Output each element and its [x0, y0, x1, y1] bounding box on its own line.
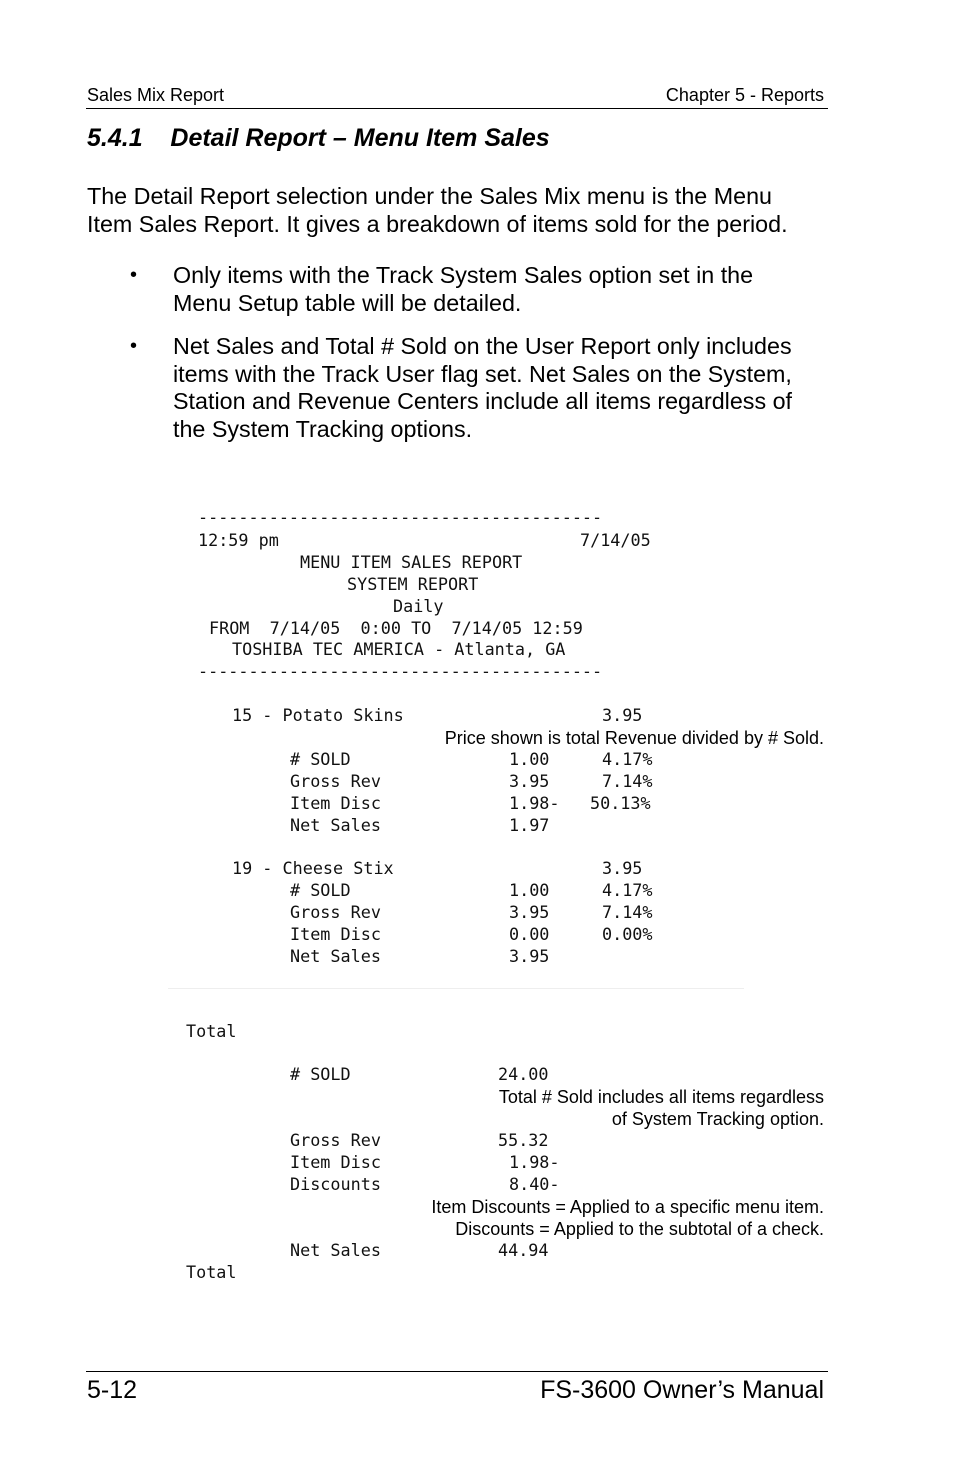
manual-title: FS-3600 Owner’s Manual	[540, 1376, 824, 1404]
row-pct: 0.00%	[602, 924, 653, 944]
bullet-line: Menu Setup table will be detailed.	[173, 289, 522, 316]
report-subtitle: SYSTEM REPORT	[347, 574, 479, 594]
total-row-value: 8.40-	[509, 1174, 560, 1194]
bullet-line: Station and Revenue Centers include all items regardless of	[173, 388, 793, 414]
section-separator	[168, 988, 744, 989]
bullet-icon: •	[130, 335, 138, 357]
item-header: 15 - Potato Skins	[232, 705, 404, 725]
running-header-chapter: Chapter 5 - Reports	[665, 85, 824, 105]
bullet-item	[87, 262, 832, 317]
row-value: 1.00	[509, 880, 550, 900]
item-price: 3.95	[602, 858, 643, 878]
bullet-line: items with the Track User flag set. Net Sales on the System,	[173, 360, 792, 387]
page-number: 5-12	[87, 1376, 138, 1404]
price-note: Price shown is total Revenue divided by # Sold.	[444, 728, 824, 748]
item-price: 3.95	[602, 705, 643, 725]
row-label: Item Disc	[290, 924, 381, 944]
row-label: # SOLD	[290, 880, 351, 900]
row-pct: 50.13%	[590, 793, 651, 813]
row-pct: 4.17%	[602, 880, 653, 900]
total-row-value: 1.98-	[509, 1152, 560, 1172]
total-row-value: 55.32	[498, 1130, 549, 1150]
bullet-icon: •	[130, 264, 138, 286]
total-row-label: # SOLD	[290, 1064, 351, 1084]
report-period: Daily	[393, 596, 444, 616]
row-label: Item Disc	[290, 793, 381, 813]
header-rule	[86, 108, 828, 109]
footer-rule	[86, 1371, 828, 1372]
row-label: Net Sales	[290, 815, 381, 835]
report-time: 12:59 pm	[198, 530, 279, 550]
total-row-value: 44.94	[498, 1240, 549, 1260]
total-label: Total	[186, 1021, 237, 1041]
row-value: 1.00	[509, 749, 550, 769]
row-value: 3.95	[509, 946, 550, 966]
report-date: 7/14/05	[580, 530, 651, 550]
report-title: MENU ITEM SALES REPORT	[300, 552, 523, 572]
report-range: FROM 7/14/05 0:00 TO 7/14/05 12:59	[209, 618, 583, 638]
bullet-line: Net Sales and Total # Sold on the User Report only includes	[173, 333, 792, 359]
row-label: Net Sales	[290, 946, 381, 966]
row-pct: 7.14%	[602, 771, 653, 791]
row-value: 0.00	[509, 924, 550, 944]
sold-note: of System Tracking option.	[611, 1109, 824, 1129]
item-header: 19 - Cheese Stix	[232, 858, 394, 878]
row-value: 3.95	[509, 902, 550, 922]
row-value: 3.95	[509, 771, 550, 791]
report-location: TOSHIBA TEC AMERICA - Atlanta, GA	[232, 639, 566, 659]
bullet-list	[87, 262, 832, 459]
row-pct: 7.14%	[602, 902, 653, 922]
row-label: Gross Rev	[290, 771, 381, 791]
intro-line: Item Sales Report. It gives a breakdown of items sold for the period.	[87, 210, 788, 237]
total-row-label: Gross Rev	[290, 1130, 381, 1150]
total-row-label: Net Sales	[290, 1240, 381, 1260]
total-row-value: 24.00	[498, 1064, 549, 1084]
report-divider: ----------------------------------------	[198, 507, 603, 527]
row-label: # SOLD	[290, 749, 351, 769]
sold-note: Total # Sold includes all items regardless	[498, 1087, 824, 1107]
running-header-section: Sales Mix Report	[87, 85, 225, 105]
total-row-label: Discounts	[290, 1174, 381, 1194]
row-pct: 4.17%	[602, 749, 653, 769]
total-label: Total	[186, 1262, 237, 1282]
total-row-label: Item Disc	[290, 1152, 381, 1172]
bullet-item	[87, 333, 832, 443]
bullet-line: the System Tracking options.	[173, 415, 473, 442]
row-value: 1.98-	[509, 793, 560, 813]
bullet-line: Only items with the Track System Sales option set in the	[173, 262, 754, 288]
report-divider: ----------------------------------------	[198, 661, 603, 681]
discount-note: Item Discounts = Applied to a specific menu item.	[431, 1197, 824, 1217]
row-label: Gross Rev	[290, 902, 381, 922]
row-value: 1.97	[509, 815, 550, 835]
discount-note: Discounts = Applied to the subtotal of a check.	[455, 1219, 824, 1239]
intro-line: The Detail Report selection under the Sales Mix menu is the Menu	[87, 183, 773, 209]
intro-paragraph	[87, 183, 832, 238]
section-heading: 5.4.1 Detail Report – Menu Item Sales	[87, 124, 550, 152]
